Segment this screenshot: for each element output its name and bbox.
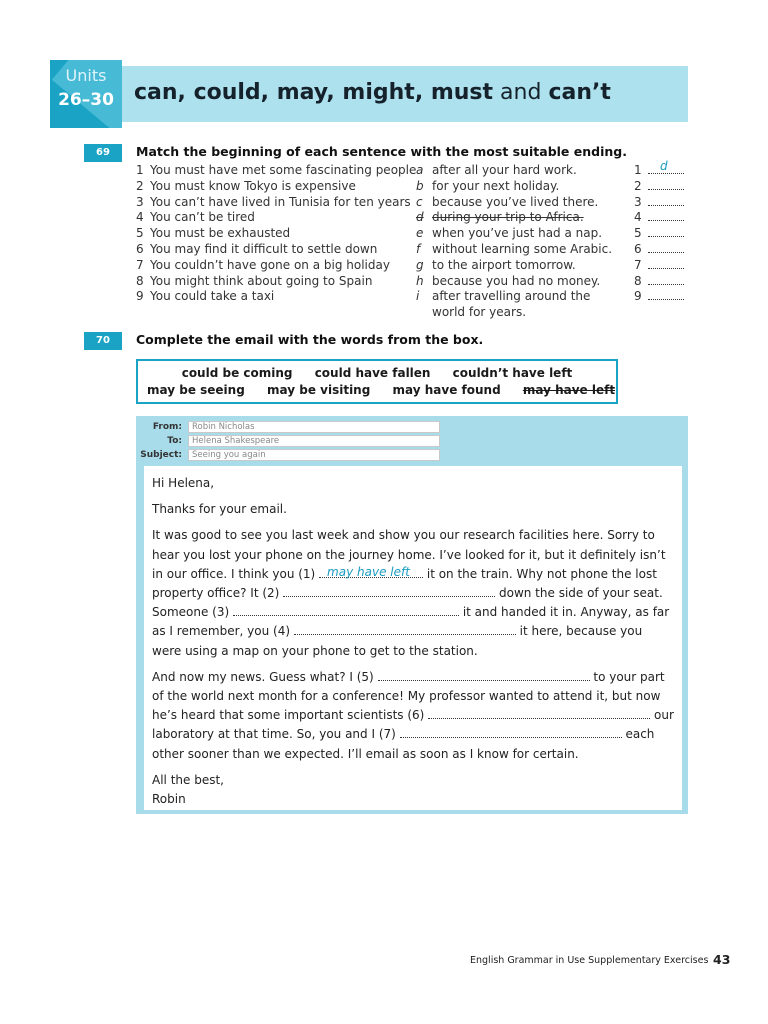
beginning-item: 8 You might think about going to Spain [136,273,373,288]
email-paragraph-1: Thanks for your email. [152,502,287,517]
subject-label: Subject: [140,450,182,460]
word-box [136,359,618,404]
email-signature: Robin [152,792,186,807]
ending-item: a after all your hard work. [416,163,577,177]
exercise-number-69: 69 [84,144,122,162]
page-number: 43 [713,952,731,967]
answer-slot[interactable]: 7 [634,258,690,274]
email-closing: All the best, [152,772,224,787]
word-option: could be coming [181,366,293,380]
unit-range: 26–30 [58,90,114,110]
word-option-used: may have left [522,383,616,397]
footer-book-title: English Grammar in Use Supplementary Exercises [470,955,709,966]
exercise-70-instruction: Complete the email with the words from the box. [136,332,484,347]
email-paragraph-3: And now my news. Guess what? I (5) to your part of the world next month for a conference! My professor wanted to attend it, but now he’s heard that some important scientists (6) our laboratory at that time. So, you and I (7) each other sooner than we expected. I’ll email as soon as I know for certain. [152,669,674,761]
answer-slot[interactable]: 9 [634,289,690,305]
answer-gap-5[interactable] [378,670,590,681]
word-option: couldn’t have left [452,366,573,380]
exercise-number-70: 70 [84,332,122,350]
email-panel [136,416,688,814]
ending-item: c because you’ve lived there. [416,194,599,209]
ending-item: g to the airport tomorrow. [416,257,576,272]
word-box-row-2 [138,383,616,397]
answer-slot[interactable]: 5 [634,226,690,242]
answer-slot[interactable]: 8 [634,274,690,290]
answer-slot[interactable]: 6 [634,242,690,258]
page-title: can, could, may, might, must and can’t [134,80,611,105]
answer-slot[interactable]: 3 [634,195,690,211]
answer-slot[interactable]: 4 [634,210,690,226]
subject-field: Seeing you again [188,449,440,461]
word-box-row-1 [138,366,616,380]
answer-gap-4[interactable] [294,624,516,635]
answer-slot[interactable]: 2 [634,179,690,195]
answer-gap-7[interactable] [400,727,622,738]
answer-gap-6[interactable] [428,708,650,719]
word-option: could have fallen [314,366,431,380]
to-label: To: [167,436,182,446]
answer-gap-3[interactable] [233,605,459,616]
ending-item: b for your next holiday. [416,178,560,193]
word-option: may be visiting [267,383,371,397]
beginning-item: 5 You must be exhausted [136,226,291,241]
ending-item: d during your trip to Africa. [416,210,584,225]
exercise-69-instruction: Match the beginning of each sentence with the most suitable ending. [136,144,627,159]
to-field: Helena Shakespeare [188,435,440,447]
beginning-item: 4 You can’t be tired [136,210,255,225]
beginning-item: 6 You may find it difficult to settle down [136,241,378,256]
email-greeting: Hi Helena, [152,476,215,490]
ending-item: f without learning some Arabic. [416,241,613,256]
answers-list [634,159,690,305]
answer-slot[interactable]: 1 d [634,163,690,179]
word-option: may be seeing [147,383,245,397]
handwritten-answer-1: may have left [327,564,410,579]
from-label: From: [152,422,182,432]
beginning-item: 7 You couldn’t have gone on a big holiday [136,257,390,272]
email-paragraph-2: It was good to see you last week and show you our research facilities here. Sorry to hear you lost your phone on the journey home. I’ve looked for it, but it definitely isn’t in our office. I think you (1) may have left it on the train. Why not phone the lost property office? It (2) down the side of your seat. Someone (3) it and handed it in. Anyway, as far as I remember, you (4) it here, because you were using a map on your phone to get to the station. [152,528,670,658]
answer-gap-2[interactable] [283,586,495,597]
ending-item: h because you had no money. [416,273,601,288]
from-field: Robin Nicholas [188,421,440,433]
beginning-item: 9 You could take a taxi [136,289,275,304]
word-option: may have found [392,383,501,397]
email-body [144,466,682,810]
title-bar [122,66,688,122]
beginning-item: 1 You must have met some fascinating people [136,163,417,177]
ending-item: i after travelling around the [416,289,591,304]
unit-label: Units [65,66,107,85]
beginning-item: 2 You must know Tokyo is expensive [136,178,356,193]
answer-gap-1[interactable] [319,564,423,579]
unit-badge [50,60,122,128]
beginnings-list [136,163,417,305]
beginning-item: 3 You can’t have lived in Tunisia for ten years [136,194,411,209]
ending-item: e when you’ve just had a nap. [416,226,603,241]
endings-list [416,163,616,321]
ending-item: world for years. [432,305,527,320]
